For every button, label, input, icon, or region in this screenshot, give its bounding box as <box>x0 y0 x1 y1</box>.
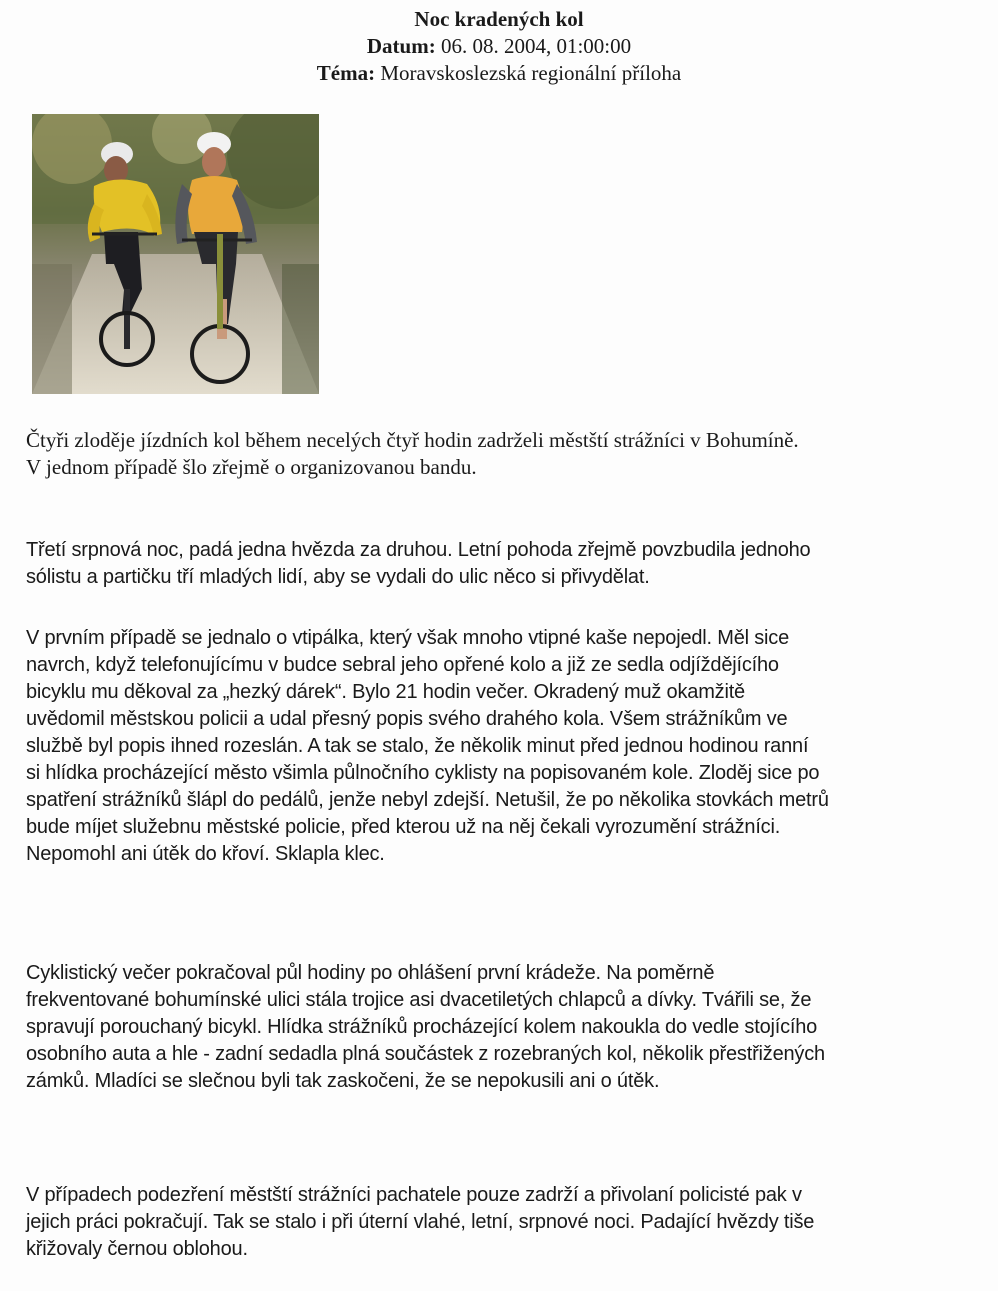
paragraph-closing <box>26 1182 976 1263</box>
paragraph-first-case <box>26 625 976 868</box>
paragraph-line: bude míjet služebnu městské policie, před kterou už na něj čekali vyrozumění strážníci. <box>26 816 781 838</box>
paragraph-line: jejich práci pokračují. Tak se stalo i při úterní vlahé, letní, srpnové noci. Padající hvězdy tiše <box>26 1211 815 1233</box>
paragraph-line: V případech podezření městští strážníci pachatele pouze zadrží a přivolaní policisté pak v <box>26 1184 802 1206</box>
paragraph-line: spatření strážníků šlápl do pedálů, jenže nebyl zdejší. Netušil, že po několika stovkách metrů <box>26 789 829 811</box>
paragraph-line: Cyklistický večer pokračoval půl hodiny po ohlášení první krádeže. Na poměrně <box>26 962 715 984</box>
paragraph-line: Třetí srpnová noc, padá jedna hvězda za druhou. Letní pohoda zřejmě povzbudila jednoho <box>26 539 811 561</box>
article-title: Noc kradených kol <box>414 7 584 31</box>
paragraph-line: osobního auta a hle - zadní sedadla plná součástek z rozebraných kol, několik přestřižených <box>26 1043 825 1065</box>
paragraph-line: V prvním případě se jednalo o vtipálka, který však mnoho vtipné kaše nepojedl. Měl sice <box>26 627 790 649</box>
paragraph-line: křižovaly černou oblohou. <box>26 1238 248 1260</box>
paragraph-line: spravují porouchaný bicykl. Hlídka strážníků procházející kolem nakoukla do vedle stojícího <box>26 1016 818 1038</box>
paragraph-line: Nepomohl ani útěk do křoví. Sklapla klec. <box>26 843 385 865</box>
paragraph-line: zámků. Mladíci se slečnou byli tak zaskočeni, že se nepokusili ani o útěk. <box>26 1070 660 1092</box>
topic-label: Téma: <box>316 61 376 85</box>
date-label: Datum: <box>366 34 436 58</box>
paragraph-line: navrch, když telefonujícímu v budce sebral jeho opřené kolo a již ze sedla odjíždějícího <box>26 654 779 676</box>
paragraph-line: V jednom případě šlo zřejmě o organizovanou bandu. <box>26 455 477 479</box>
cyclists-photo <box>32 114 319 394</box>
topic-value: Moravskoslezská regionální příloha <box>380 61 682 85</box>
paragraph-line: Čtyři zloděje jízdních kol během necelých čtyř hodin zadrželi městští strážníci v Bohumíně. <box>26 428 799 452</box>
paragraph-line: uvědomil městskou policii a udal přesný popis svého drahého kola. Všem strážníkům ve <box>26 708 788 730</box>
paragraph-lead <box>26 427 976 481</box>
date-row <box>0 33 998 60</box>
paragraph-intro <box>26 537 976 591</box>
date-value: 06. 08. 2004, 01:00:00 <box>440 34 632 58</box>
paragraph-second-case <box>26 960 976 1095</box>
paragraph-line: frekventované bohumínské ulici stála trojice asi dvacetiletých chlapců a dívky. Tvářili se, že <box>26 989 812 1011</box>
article-header <box>0 6 998 87</box>
paragraph-line: bicyklu mu děkoval za „hezký dárek“. Bylo 21 hodin večer. Okradený muž okamžitě <box>26 681 745 703</box>
paragraph-line: službě byl popis ihned rozeslán. A tak se stalo, že několik minut před jednou hodinou ranní <box>26 735 809 757</box>
cyclists-photo-illustration <box>32 114 319 394</box>
paragraph-line: si hlídka procházející město všimla půlnočního cyklisty na popisovaném kole. Zloděj sice po <box>26 762 820 784</box>
paragraph-line: sólistu a partičku tří mladých lidí, aby se vydali do ulic něco si přivydělat. <box>26 566 650 588</box>
topic-row <box>0 60 998 87</box>
